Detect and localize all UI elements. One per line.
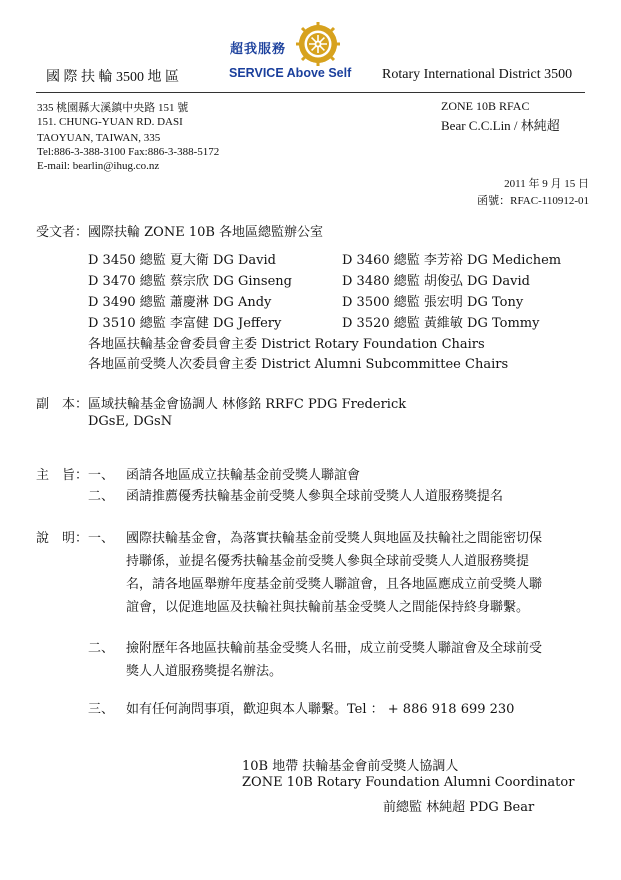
governor-d3520: D 3520 總監 黃維敏 DG Tommy — [342, 316, 540, 331]
coordinator-name: Bear C.C.Lin / 林純超 — [441, 118, 560, 133]
explanation-item-3-number: 三、 — [88, 702, 115, 717]
address-street: 151. CHUNG-YUAN RD. DASI — [37, 116, 183, 128]
explanation-item-2-number: 二、 — [88, 641, 115, 656]
signature-name: 前總監 林純超 PDG Bear — [383, 800, 535, 815]
subject-item-2: 函請推薦優秀扶輪基金前受獎人參與全球前受獎人人道服務獎提名 — [126, 489, 504, 504]
address-phone-fax: Tel:886-3-388-3100 Fax:886-3-388-5172 — [37, 146, 220, 158]
zone-title: ZONE 10B RFAC — [441, 99, 530, 113]
subject-item-2-number: 二、 — [88, 489, 115, 504]
governor-d3500: D 3500 總監 張宏明 DG Tony — [342, 295, 524, 310]
governor-d3450: D 3450 總監 夏大衛 DG David — [88, 253, 276, 268]
governor-d3490: D 3490 總監 蕭慶淋 DG Andy — [88, 295, 272, 310]
explanation-item-1-line-1: 國際扶輪基金會，為落實扶輪基金前受獎人與地區及扶輪社之間能密切保 — [126, 531, 543, 546]
signature-title-chinese: 10B 地帶 扶輪基金會前受獎人協調人 — [242, 759, 459, 774]
logo-slogan-chinese: 超我服務 — [230, 42, 287, 57]
cc-label: 副 本： — [36, 397, 89, 412]
foundation-chairs: 各地區扶輪基金會委員會主委 District Rotary Foundation Chairs — [88, 337, 485, 352]
letter-date: 2011 年 9 月 15 日 — [504, 178, 589, 190]
explanation-item-1-line-3: 名，請各地區舉辦年度基金前受獎人聯誼會，且各地區應成立前受獎人聯 — [126, 577, 543, 592]
explanation-item-3-line-1: 如有任何詢問事項，歡迎與本人聯繫。Tel ： + 886 918 699 230 — [126, 702, 515, 717]
recipient-label: 受文者： — [36, 225, 89, 240]
recipient-value: 國際扶輪 ZONE 10B 各地區總監辦公室 — [88, 225, 324, 240]
governor-d3460: D 3460 總監 李芳裕 DG Medichem — [342, 253, 562, 268]
cc-line-1: 區域扶輪基金會協調人 林修銘 RRFC PDG Frederick — [88, 397, 407, 412]
governor-d3510: D 3510 總監 李富健 DG Jeffery — [88, 316, 282, 331]
subject-item-1: 函請各地區成立扶輪基金前受獎人聯誼會 — [126, 468, 361, 483]
signature-title-english: ZONE 10B Rotary Foundation Alumni Coordinator — [242, 775, 575, 790]
explanation-item-1-number: 一、 — [88, 531, 115, 546]
explanation-label: 說 明： — [36, 531, 89, 546]
address-line-chinese: 335 桃園縣大溪鎮中央路 151 號 — [37, 102, 189, 114]
rotary-wheel-icon — [296, 22, 340, 66]
address-city: TAOYUAN, TAIWAN, 335 — [37, 132, 161, 144]
governor-d3480: D 3480 總監 胡俊弘 DG David — [342, 274, 530, 289]
address-email: E-mail: bearlin@ihug.co.nz — [37, 160, 160, 172]
explanation-item-2-line-2: 獎人人道服務獎提名辦法。 — [126, 664, 283, 679]
document-number: 函號：RFAC-110912-01 — [477, 195, 589, 207]
alumni-chairs: 各地區前受獎人次委員會主委 District Alumni Subcommittee Chairs — [88, 357, 509, 372]
district-name-english: Rotary International District 3500 — [382, 67, 573, 82]
cc-line-2: DGsE, DGsN — [88, 414, 173, 429]
header-divider — [36, 92, 585, 93]
subject-item-1-number: 一、 — [88, 468, 115, 483]
subject-label: 主 旨： — [36, 468, 89, 483]
logo-slogan-english: SERVICE Above Self — [229, 66, 352, 80]
explanation-item-1-line-4: 誼會，以促進地區及扶輪社與扶輪前基金受獎人之間能保持終身聯繫。 — [126, 600, 530, 615]
explanation-item-1-line-2: 持聯係，並提名優秀扶輪基金前受獎人參與全球前受獎人人道服務獎提 — [126, 554, 530, 569]
governor-d3470: D 3470 總監 蔡宗欣 DG Ginseng — [88, 274, 292, 289]
explanation-item-2-line-1: 撿附歷年各地區扶輪前基金受獎人名冊，成立前受獎人聯誼會及全球前受 — [126, 641, 543, 656]
district-name-chinese: 國 際 扶 輪 3500 地 區 — [46, 70, 179, 85]
